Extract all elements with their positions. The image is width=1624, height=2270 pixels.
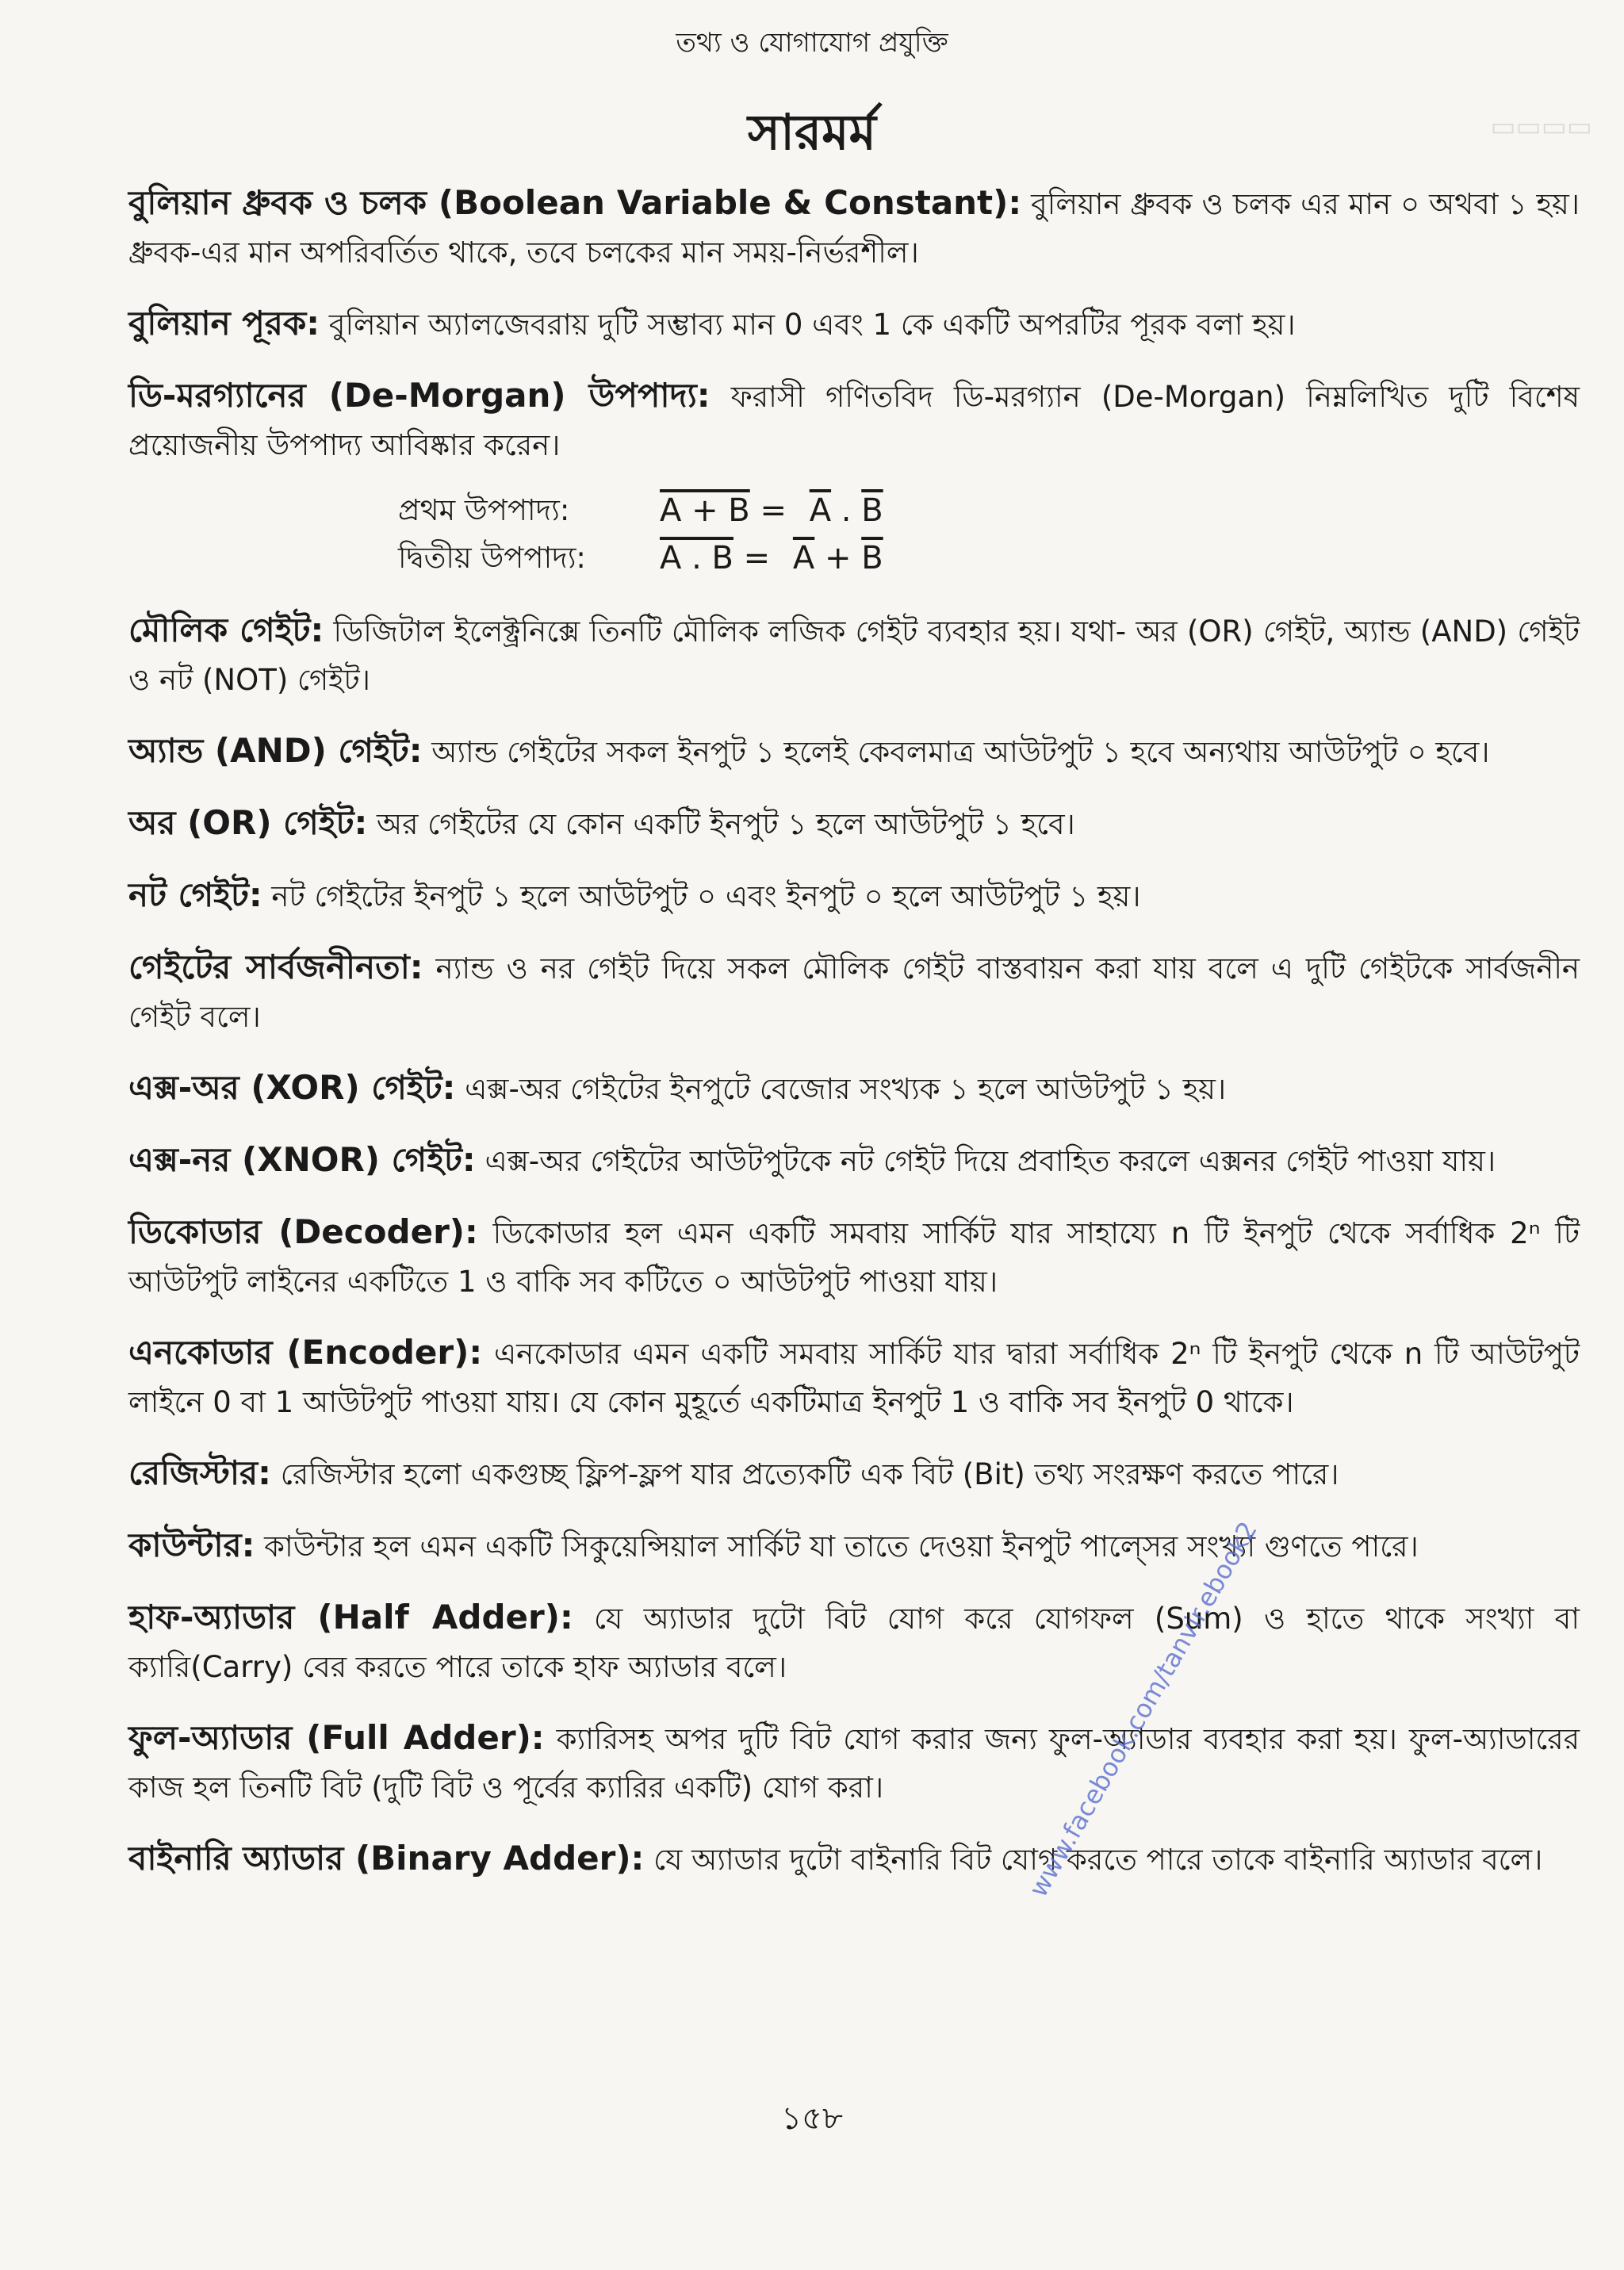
first-theorem-rhs-a: $\overline{A}$ — [809, 492, 832, 529]
operator: . — [841, 492, 852, 529]
equals-sign: = — [760, 492, 787, 529]
entry-term: এক্স-অর (XOR) গেইট: — [128, 1068, 456, 1107]
page-title: সারমর্ম — [748, 103, 876, 161]
entry-term: ডি-মরগ্যানের (De-Morgan) উপপাদ্য: — [128, 376, 710, 415]
second-theorem-equation — [660, 534, 883, 582]
entry-text: অ্যান্ড গেইটের সকল ইনপুট ১ হলেই কেবলমাত্র আউটপুট ১ হবে অন্যথায় আউটপুট ০ হবে। — [422, 735, 1490, 769]
second-theorem-lhs: A . B — [660, 540, 733, 576]
entry-term: গেইটের সার্বজনীনতা: — [128, 947, 423, 986]
entry-text: এক্স-অর গেইটের আউটপুটকে নট গেইট দিয়ে প্রবাহিত করলে এক্সনর গেইট পাওয়া যায়। — [475, 1144, 1496, 1178]
entry-term: এনকোডার (Encoder): — [128, 1333, 483, 1372]
entry-encoder — [128, 1328, 1580, 1426]
entry-term: বুলিয়ান ধ্রুবক ও চলক (Boolean Variable & Constant): — [128, 183, 1022, 222]
first-theorem-equation — [660, 487, 883, 534]
entry-text: ডিকোডার হল এমন একটি সমবায় সার্কিট যার সাহায্যে n টি ইনপুট থেকে সর্বাধিক 2ⁿ টি আউটপুট লাইনের একটিতে 1 ও বাকি সব কটিতে ০ আউটপুট পাওয়া যায়। — [128, 1216, 1580, 1299]
entry-text: যে অ্যাডার দুটো বিট যোগ করে যোগফল (Sum) ও হাতে থাকে সংখ্যা বা ক্যারি(Carry) বের করতে পারে তাকে হাফ অ্যাডার বলে। — [128, 1602, 1580, 1684]
entry-text: এনকোডার এমন একটি সমবায় সার্কিট যার দ্বারা সর্বাধিক 2ⁿ টি ইনপুট থেকে n টি আউটপুট লাইনে 0 বা 1 আউটপুট পাওয়া যায়। যে কোন মুহূর্তে একটিমাত্র ইনপুট 1 ও বাকি সব ইনপুট 0 থাকে। — [128, 1337, 1580, 1419]
entry-basic-gates — [128, 606, 1580, 704]
running-header: তথ্য ও যোগাযোগ প্রযুক্তি — [676, 27, 948, 59]
entry-boolean-complement — [128, 299, 1580, 349]
entry-text: নট গেইটের ইনপুট ১ হলে আউটপুট ০ এবং ইনপুট ০ হলে আউটপুট ১ হয়। — [262, 879, 1141, 913]
entry-text: ফরাসী গণিতবিদ ডি-মরগ্যান (De-Morgan) নিম্নলিখিত দুটি বিশেষ প্রয়োজনীয় উপপাদ্য আবিষ্কার করেন। — [128, 380, 1580, 462]
entry-counter — [128, 1521, 1580, 1571]
de-morgan-theorems — [398, 487, 1580, 582]
first-theorem — [398, 487, 1580, 534]
entry-term: ফুল-অ্যাডার (Full Adder): — [128, 1718, 545, 1757]
watermark-url: www.facebook.com/tanvir.ebook2 — [1023, 1516, 1263, 1902]
entry-decoder — [128, 1208, 1580, 1306]
entry-boolean-variable — [128, 178, 1580, 277]
second-theorem-label: দ্বিতীয় উপপাদ্য: — [398, 541, 586, 575]
entry-term: নট গেইট: — [128, 875, 262, 914]
page-number: ১৫৮ — [781, 2100, 843, 2137]
entry-not-gate — [128, 871, 1580, 921]
entry-register — [128, 1449, 1580, 1499]
entry-text: ন্যান্ড ও নর গেইট দিয়ে সকল মৌলিক গেইট বাস্তবায়ন করা যায় বলে এ দুটি গেইটকে সার্বজনীন গেইট বলে। — [128, 951, 1580, 1034]
entry-text: বুলিয়ান ধ্রুবক ও চলক এর মান ০ অথবা ১ হয়। ধ্রুবক-এর মান অপরিবর্তিত থাকে, তবে চলকের মান সময়-নির্ভরশীল। — [128, 187, 1580, 270]
entry-text: রেজিস্টার হলো একগুচ্ছ ফ্লিপ-ফ্লপ যার প্রত্যেকটি এক বিট (Bit) তথ্য সংরক্ষণ করতে পারে। — [270, 1457, 1339, 1491]
entry-text: অর গেইটের যে কোন একটি ইনপুট ১ হলে আউটপুট ১ হবে। — [367, 807, 1075, 841]
second-theorem — [398, 534, 1580, 582]
entry-and-gate — [128, 726, 1580, 776]
summary-content — [128, 178, 1580, 1906]
entry-xnor-gate — [128, 1135, 1580, 1185]
operator: + — [825, 540, 852, 576]
entry-text: বুলিয়ান অ্যালজেবরায় দুটি সম্ভাব্য মান 0 এবং 1 কে একটি অপরটির পূরক বলা হয়। — [320, 308, 1296, 342]
entry-term: অর (OR) গেইট: — [128, 803, 368, 842]
entry-term: হাফ-অ্যাডার (Half Adder): — [128, 1598, 573, 1636]
second-theorem-rhs-b: $\overline{B}$ — [861, 540, 883, 576]
entry-half-adder — [128, 1593, 1580, 1691]
entry-binary-adder — [128, 1834, 1580, 1884]
entry-xor-gate — [128, 1063, 1580, 1113]
bleed-through-text: ▭▭▭▭ — [1490, 111, 1592, 143]
equals-sign: = — [743, 540, 771, 576]
entry-text: ক্যারিসহ অপর দুটি বিট যোগ করার জন্য ফুল-অ্যাডার ব্যবহার করা হয়। ফুল-অ্যাডারের কাজ হল তিনটি বিট (দুটি বিট ও পূর্বের ক্যারির একটি) যোগ করা। — [128, 1722, 1580, 1805]
entry-term: রেজিস্টার: — [128, 1453, 271, 1492]
entry-universal-gates — [128, 943, 1580, 1041]
entry-term: অ্যান্ড (AND) গেইট: — [128, 731, 423, 770]
entry-term: মৌলিক গেইট: — [128, 611, 324, 649]
entry-de-morgan — [128, 371, 1580, 469]
entry-full-adder — [128, 1713, 1580, 1812]
entry-term: এক্স-নর (XNOR) গেইট: — [128, 1140, 476, 1179]
entry-text: যে অ্যাডার দুটো বাইনারি বিট যোগ করতে পারে তাকে বাইনারি অ্যাডার বলে। — [644, 1843, 1543, 1877]
entry-text: কাউন্টার হল এমন একটি সিকুয়েন্সিয়াল সার্কিট যা তাতে দেওয়া ইনপুট পাল্সের সংখ্যা গুণতে পারে। — [255, 1529, 1419, 1564]
entry-text: ডিজিটাল ইলেক্ট্রনিক্সে তিনটি মৌলিক লজিক গেইট ব্যবহার হয়। যথা- অর (OR) গেইট, অ্যান্ড (AND) গেইট ও নট (NOT) গেইট। — [128, 614, 1580, 697]
first-theorem-rhs-b: $\overline{B}$ — [861, 492, 883, 529]
entry-term: বাইনারি অ্যাডার (Binary Adder): — [128, 1839, 645, 1878]
first-theorem-label: প্রথম উপপাদ্য: — [398, 493, 570, 527]
entry-term: ডিকোডার (Decoder): — [128, 1212, 478, 1251]
entry-text: এক্স-অর গেইটের ইনপুটে বেজোর সংখ্যক ১ হলে আউটপুট ১ হয়। — [455, 1072, 1227, 1106]
entry-or-gate — [128, 798, 1580, 848]
entry-term: বুলিয়ান পূরক: — [128, 304, 320, 343]
second-theorem-rhs-a: $\overline{A}$ — [792, 540, 815, 576]
entry-term: কাউন্টার: — [128, 1525, 255, 1564]
first-theorem-lhs: A + B — [660, 492, 750, 529]
